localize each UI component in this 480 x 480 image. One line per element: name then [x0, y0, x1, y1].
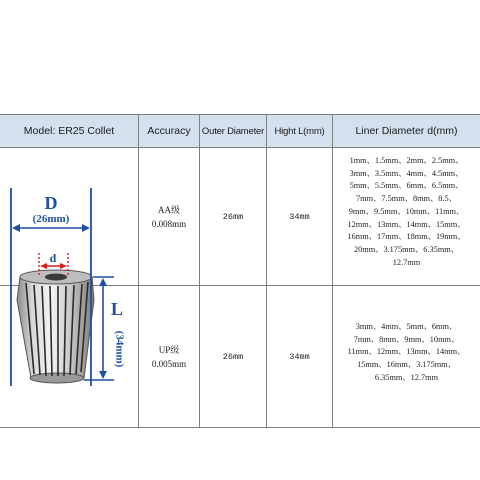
header-accuracy: Accuracy	[147, 125, 191, 137]
outer-diameter-cell: 26mm	[222, 211, 244, 222]
header-outer-diameter: Outer Diameter	[201, 125, 265, 137]
header-liner-diameter: Liner Diameter d(mm)	[355, 125, 458, 137]
inner-diameter-label: d	[49, 251, 57, 265]
accuracy-grade: UP级	[158, 344, 180, 355]
outer-diameter-cell: 26mm	[222, 351, 244, 362]
header-height: Hight L(mm)	[274, 125, 325, 137]
length-label: L	[110, 299, 124, 319]
height-cell: 34mm	[289, 351, 310, 362]
length-value: (34mm)	[113, 330, 126, 368]
header-model: Model: ER25 Collet	[23, 125, 115, 137]
accuracy-value: 0.008mm	[151, 218, 187, 229]
height-cell: 34mm	[289, 211, 310, 222]
accuracy-value: 0.005mm	[151, 358, 187, 369]
outer-diameter-value: (26mm)	[32, 213, 70, 225]
liner-sizes-cell: 1mm、1.5mm、2mm、2.5mm、 3mm、3.5mm、4mm、4.5mm、 5mm、5.5mm、6mm、6.5mm、 7mm、7.5mm、8mm、8.5、 9mm、9.5mm、10mm、11mm、 12mm、13mm、14mm、15mm、 16mm、17mm、18mm、19mm、 20mm、3.175mm、6.35mm、 12.7mm	[347, 156, 466, 267]
collet-icon	[17, 270, 94, 383]
outer-diameter-label: D	[44, 193, 58, 213]
accuracy-grade: AA级	[158, 204, 180, 215]
liner-sizes-cell: 3mm、4mm、5mm、6mm、 7mm、8mm、9mm、10mm、 11mm、12mm、13mm、14mm、 15mm、16mm、3.175mm、 6.35mm、12.7mm	[347, 322, 466, 382]
